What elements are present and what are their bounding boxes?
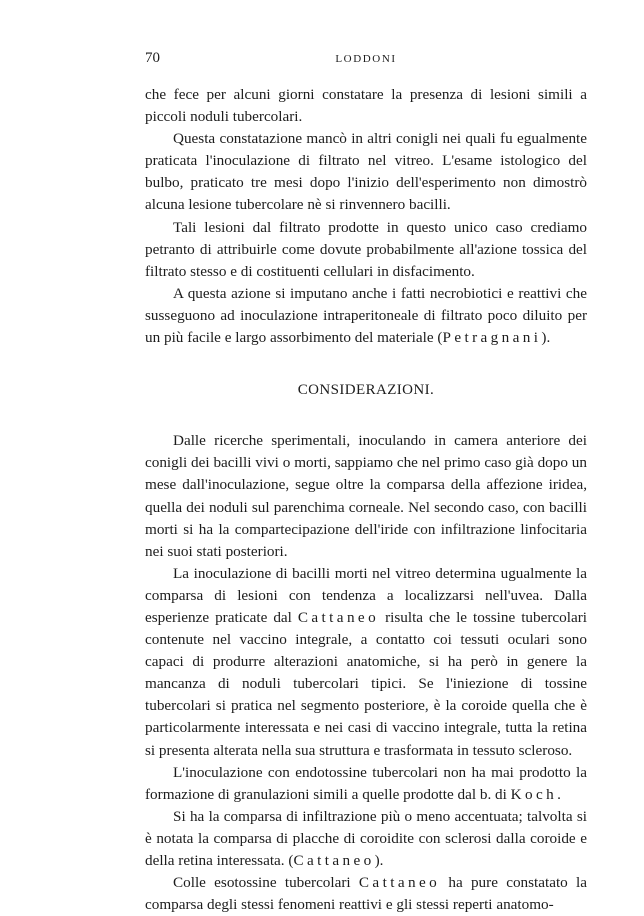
paragraph-5: Dalle ricerche sperimentali, inoculando in camera anteriore dei conigli dei bacilli vivi o morti, sappiamo che nel primo caso già dopo un mese dall'inoculazione, segue oltre la comparsa della affezione iridea, quella dei noduli sul parenchima corneale. Nel secondo caso, con bacilli morti si ha la compartecipazione dell'iride con infiltrazione linfocitaria nei suoi stati posteriori. (145, 432, 587, 560)
paragraph-8-end: ). (374, 852, 384, 869)
paragraph-6-rest: risulta che le tossine tubercolari contenute nel vaccino integrale, a contatto coi tessuti oculari sono capaci di produrre alterazioni anatomiche, si ha però in genere la mancanza di noduli tubercolari tipici. Se l'iniezione di tossine tubercolari si pratica nel segmento posteriore, è la coroide quella che è particolarmente interessata e nei casi di vaccino integrale, tutta la retina si presenta alterata nella sua struttura e trasformata in tessuto scleroso. (145, 608, 587, 759)
author-citation: Koch. (510, 785, 565, 803)
paragraph-4 (145, 283, 587, 349)
paragraph-4-text: A questa azione si imputano anche i fatti necrobiotici e reattivi che susseguono ad inoculazione intraperitoneale di filtrato poco diluito per un più facile e largo assorbimento del materiale ( (145, 284, 587, 347)
author-citation: Cattaneo (297, 608, 380, 626)
paragraph-7-text: L'inoculazione con endotossine tubercolari non ha mai prodotto la formazione di granulazioni simili a quelle prodotte dal b. di (145, 763, 587, 803)
paragraph-8 (145, 806, 587, 872)
page-header (145, 50, 587, 72)
author-citation: Cattaneo (358, 874, 441, 892)
paragraph-6-text: La inoculazione di bacilli morti nel vitreo determina ugualmente la comparsa di lesioni con tendenza a localizzarsi nell'uvea. Dalla esperienze praticate dal (145, 564, 587, 626)
body-text (145, 84, 587, 916)
paragraph-6 (145, 563, 587, 762)
paragraph-3: Tali lesioni dal filtrato prodotte in questo unico caso crediamo petranto di attribuirle come dovute probabilmente all'azione tossica del filtrato stesso e di costituenti cellulari in disfacimento. (145, 218, 587, 280)
paragraph-8-text: Si ha la comparsa di infiltrazione più o meno accentuata; talvolta si è notata la comparsa di placche di coroidite con sclerosi dalla coroide e della retina interessata. ( (145, 807, 587, 869)
paragraph-2: Questa constatazione mancò in altri conigli nei quali fu egualmente praticata l'inoculazione di filtrato nel vitreo. L'esame istologico del bulbo, praticato tre mesi dopo l'inizio dell'esperimento non dimostrò alcuna lesione tubercolare nè si rinvennero bacilli. (145, 130, 587, 214)
section-heading: CONSIDERAZIONI. (297, 382, 435, 399)
paragraph-9-text: Colle esotossine tubercolari (173, 874, 359, 892)
author-citation: Petragnani (442, 329, 542, 347)
paragraph-1: che fece per alcuni giorni constatare la presenza di lesioni simili a piccoli noduli tubercolari. (145, 86, 587, 126)
author-citation: Cattaneo (293, 852, 375, 869)
paragraph-4-end: ). (541, 329, 551, 347)
running-head: LODDONI (335, 53, 397, 65)
paragraph-9-rest: ha pure constatato la comparsa degli stessi fenomeni reattivi e gli stessi reperti anatomo- (145, 874, 587, 914)
paragraph-9 (145, 872, 587, 916)
page-number: 70 (145, 50, 160, 66)
paragraph-7 (145, 762, 587, 806)
